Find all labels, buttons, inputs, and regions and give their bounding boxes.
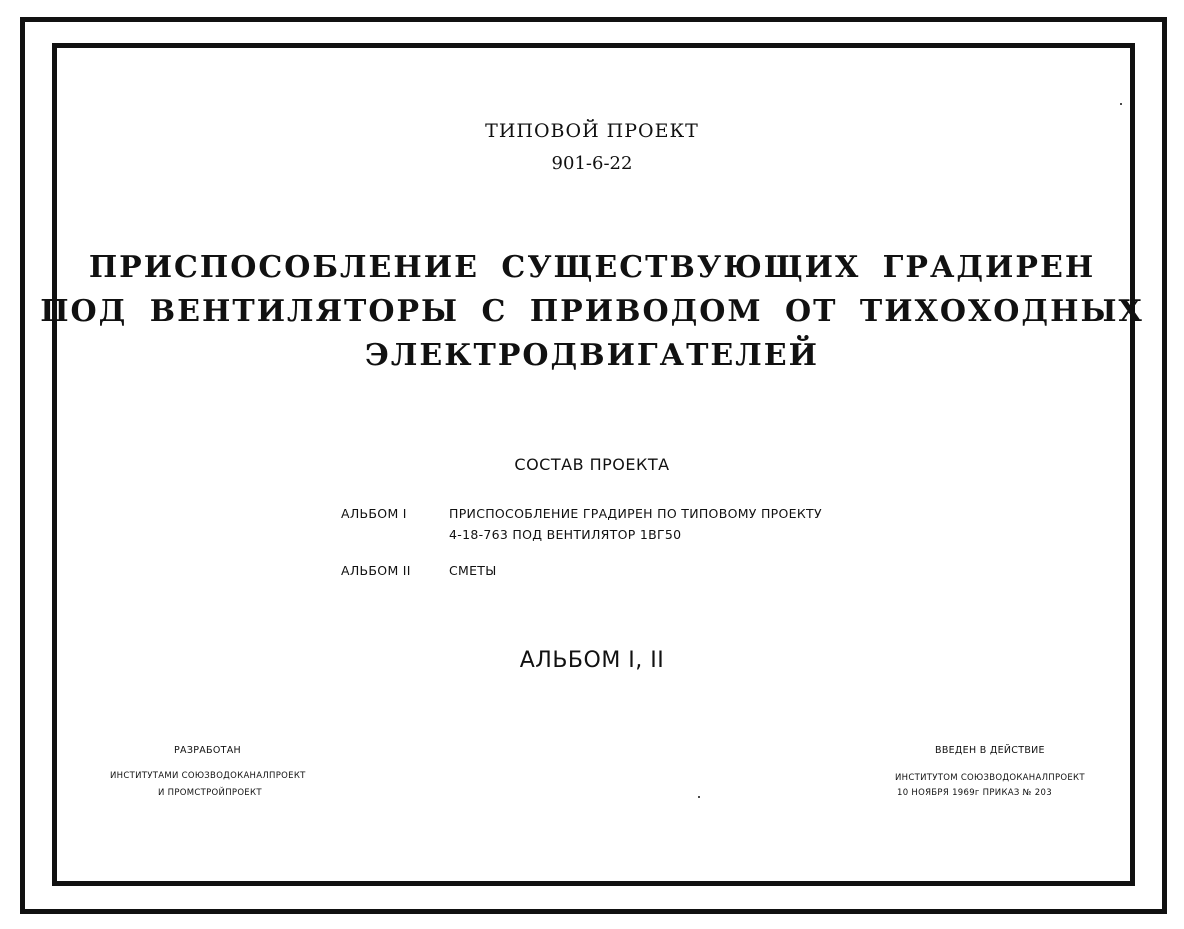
enacted-line-2: 10 НОЯБРЯ 1969г ПРИКАЗ № 203 (897, 788, 1052, 798)
developed-line-1: ИНСТИТУТАМИ СОЮЗВОДОКАНАЛПРОЕКТ (110, 771, 306, 781)
main-title-line-2: ПОД ВЕНТИЛЯТОРЫ С ПРИВОДОМ ОТ ТИХОХОДНЫХ (40, 294, 1144, 329)
main-title-line-3: ЭЛЕКТРОДВИГАТЕЛЕЙ (364, 338, 819, 373)
enacted-heading: ВВЕДЕН В ДЕЙСТВИЕ (935, 745, 1045, 756)
album-1-desc-line-1: ПРИСПОСОБЛЕНИЕ ГРАДИРЕН ПО ТИПОВОМУ ПРОЕКТУ (449, 506, 822, 521)
project-code: 901-6-22 (551, 153, 633, 174)
developed-heading: РАЗРАБОТАН (174, 745, 241, 756)
album-1-label: АЛЬБОМ I (341, 506, 407, 521)
composition-heading: СОСТАВ ПРОЕКТА (514, 455, 670, 474)
album-1-desc-line-2: 4-18-763 ПОД ВЕНТИЛЯТОР 1ВГ50 (449, 527, 682, 542)
main-title (0, 246, 1184, 378)
main-title-line-1: ПРИСПОСОБЛЕНИЕ СУЩЕСТВУЮЩИХ ГРАДИРЕН (88, 250, 1096, 285)
album-2-desc: СМЕТЫ (449, 563, 497, 578)
enacted-line-1: ИНСТИТУТОМ СОЮЗВОДОКАНАЛПРОЕКТ (895, 773, 1085, 783)
scan-speck (698, 796, 700, 798)
album-2-label: АЛЬБОМ II (341, 563, 411, 578)
project-type-label: ТИПОВОЙ ПРОЕКТ (485, 120, 699, 142)
scan-speck (1120, 103, 1122, 105)
developed-line-2: И ПРОМСТРОЙПРОЕКТ (158, 788, 262, 798)
album-current: АЛЬБОМ I, II (519, 648, 665, 673)
